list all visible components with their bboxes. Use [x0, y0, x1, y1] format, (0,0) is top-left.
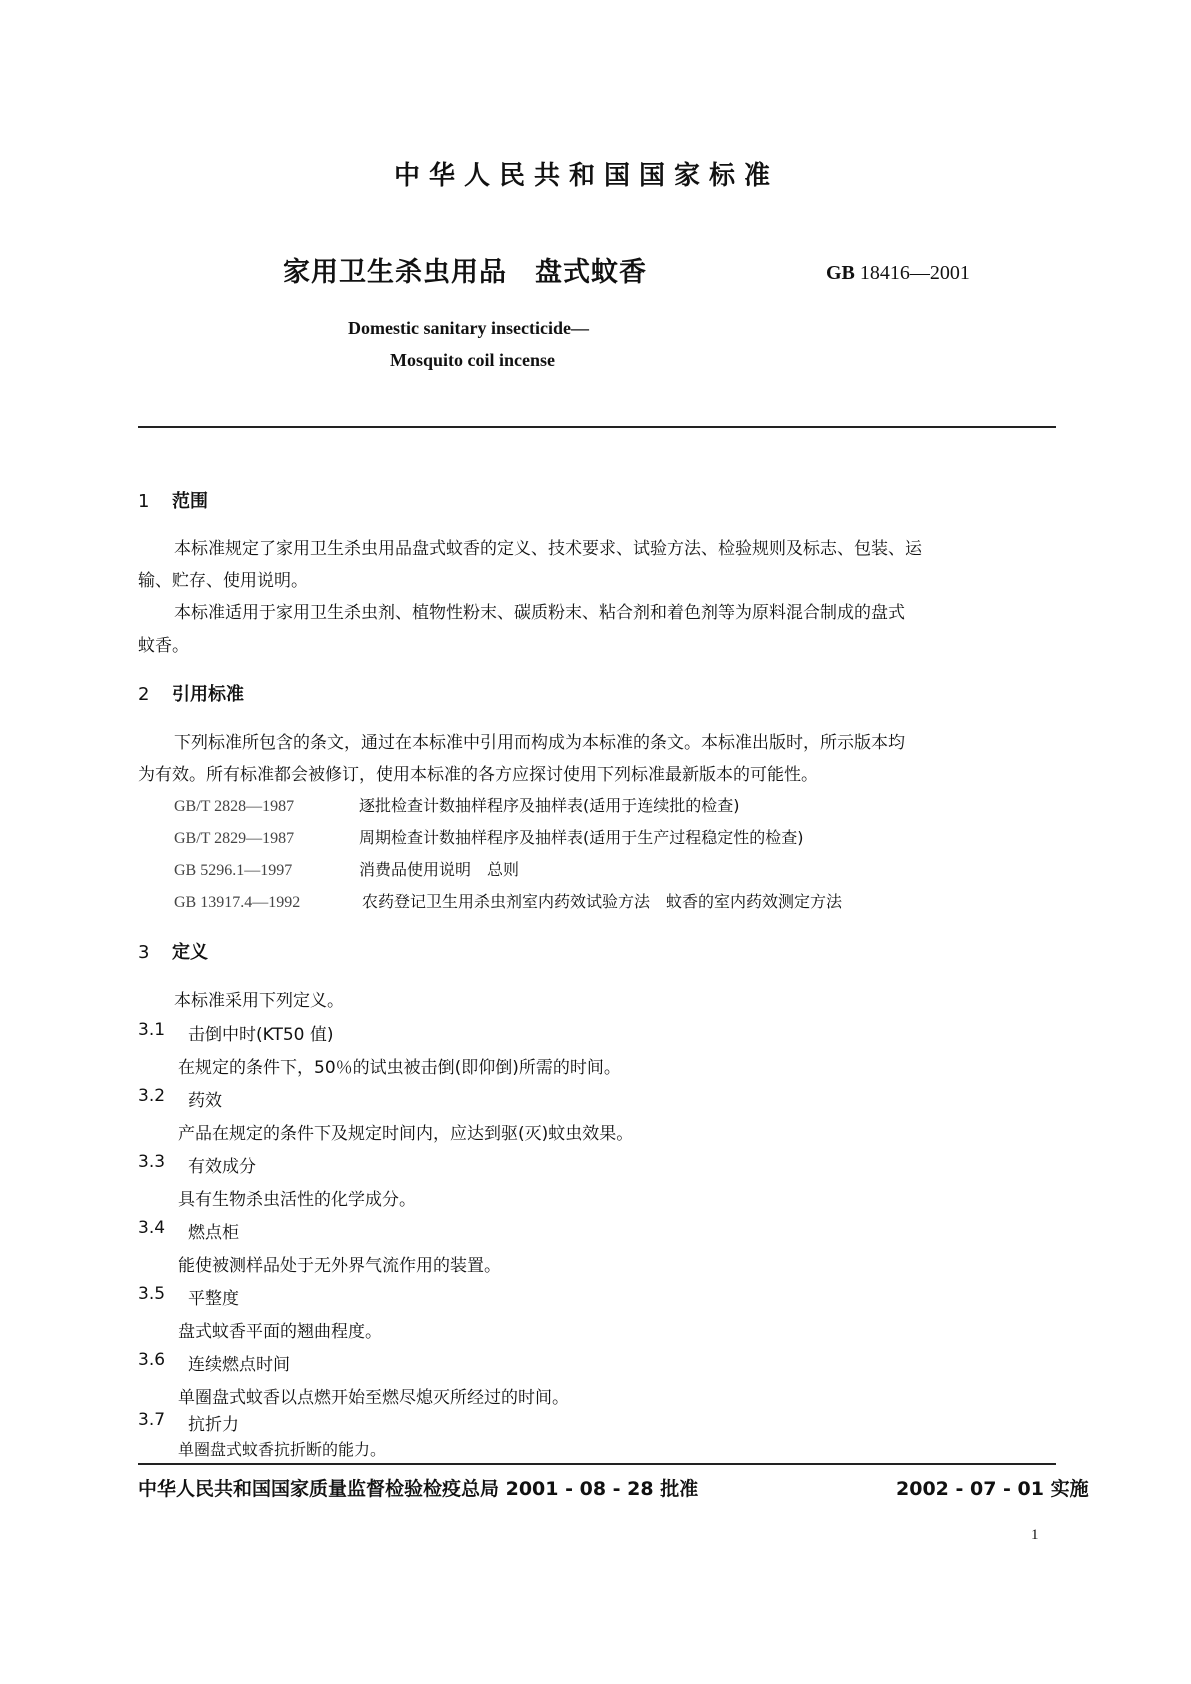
- definition-number: 3.3: [138, 1152, 166, 1172]
- definition-number: 3.6: [138, 1350, 166, 1370]
- paragraph-line: 本标准采用下列定义。: [174, 991, 344, 1011]
- document-title-en-line1: Domestic sanitary insecticide—: [348, 318, 589, 338]
- paragraph-line: 蚊香。: [138, 636, 189, 656]
- paragraph-line: 本标准规定了家用卫生杀虫用品盘式蚊香的定义、技术要求、试验方法、检验规则及标志、包装、运: [174, 539, 922, 559]
- header-divider: [138, 426, 1056, 428]
- paragraph-line: 为有效。所有标准都会被修订，使用本标准的各方应探讨使用下列标准最新版本的可能性。: [138, 765, 818, 785]
- section-title: 引用标准: [172, 684, 244, 705]
- approval-statement: 中华人民共和国国家质量监督检验检疫总局 2001 - 08 - 28 批准: [138, 1478, 699, 1500]
- section-heading-scope: [138, 487, 208, 513]
- reference-item: [174, 793, 740, 816]
- document-title-en-line2: Mosquito coil incense: [390, 350, 555, 370]
- standard-code: [826, 262, 970, 285]
- definition-number: 3.7: [138, 1410, 166, 1430]
- standard-number: 18416—2001: [859, 262, 970, 284]
- definition-number: 3.4: [138, 1218, 166, 1238]
- section-title: 定义: [172, 942, 208, 963]
- paragraph-line: 本标准适用于家用卫生杀虫剂、植物性粉末、碳质粉末、粘合剂和着色剂等为原料混合制成的盘式: [174, 603, 905, 623]
- reference-title: 周期检查计数抽样程序及抽样表(适用于生产过程稳定性的检查): [359, 828, 804, 847]
- reference-item: [174, 889, 842, 912]
- reference-title: 逐批检查计数抽样程序及抽样表(适用于连续批的检查): [359, 796, 740, 815]
- paragraph-line: 输、贮存、使用说明。: [138, 571, 308, 591]
- footer-divider: [138, 1463, 1056, 1465]
- definition-number: 3.2: [138, 1086, 166, 1106]
- section-number: 1: [138, 491, 150, 512]
- definition-term: 抗折力: [188, 1415, 239, 1435]
- definition-number: 3.1: [138, 1020, 166, 1040]
- implementation-date: 2002 - 07 - 01 实施: [896, 1478, 1089, 1500]
- section-number: 2: [138, 684, 150, 705]
- definition-term: 连续燃点时间: [188, 1355, 290, 1375]
- definition-term: 击倒中时(KT50 值): [188, 1025, 334, 1045]
- section-number: 3: [138, 942, 150, 963]
- definition-term: 有效成分: [188, 1157, 256, 1177]
- page-number: 1: [1031, 1527, 1039, 1543]
- definition-body: 产品在规定的条件下及规定时间内，应达到驱(灭)蚊虫效果。: [178, 1124, 634, 1144]
- definition-body: 单圈盘式蚊香抗折断的能力。: [178, 1440, 387, 1459]
- document-title-cn: 家用卫生杀虫用品 盘式蚊香: [283, 257, 647, 288]
- section-heading-definitions: [138, 938, 208, 964]
- standard-prefix: GB: [826, 262, 855, 284]
- paragraph-line: 下列标准所包含的条文，通过在本标准中引用而构成为本标准的条文。本标准出版时，所示版本均: [174, 733, 905, 753]
- reference-title: 消费品使用说明 总则: [359, 860, 520, 879]
- definition-term: 药效: [188, 1091, 222, 1111]
- reference-item: [174, 825, 804, 848]
- reference-title: 农药登记卫生用杀虫剂室内药效试验方法 蚊香的室内药效测定方法: [362, 892, 843, 911]
- reference-code: GB 5296.1—1997: [174, 862, 293, 879]
- definition-body: 能使被测样品处于无外界气流作用的装置。: [178, 1256, 501, 1276]
- definition-body: 具有生物杀虫活性的化学成分。: [178, 1190, 416, 1210]
- reference-code: GB/T 2829—1987: [174, 830, 295, 847]
- definition-term: 燃点柜: [188, 1223, 239, 1243]
- reference-code: GB 13917.4—1992: [174, 894, 301, 911]
- reference-item: [174, 857, 519, 880]
- section-title: 范围: [172, 491, 208, 512]
- definition-body: 盘式蚊香平面的翘曲程度。: [178, 1322, 382, 1342]
- definition-body: 单圈盘式蚊香以点燃开始至燃尽熄灭所经过的时间。: [178, 1388, 569, 1408]
- definition-term: 平整度: [188, 1289, 239, 1309]
- national-standard-heading: 中华人民共和国国家标准: [393, 161, 779, 191]
- definition-body: 在规定的条件下，50％的试虫被击倒(即仰倒)所需的时间。: [178, 1058, 621, 1078]
- section-heading-normative-references: [138, 680, 244, 706]
- definition-number: 3.5: [138, 1284, 166, 1304]
- reference-code: GB/T 2828—1987: [174, 798, 295, 815]
